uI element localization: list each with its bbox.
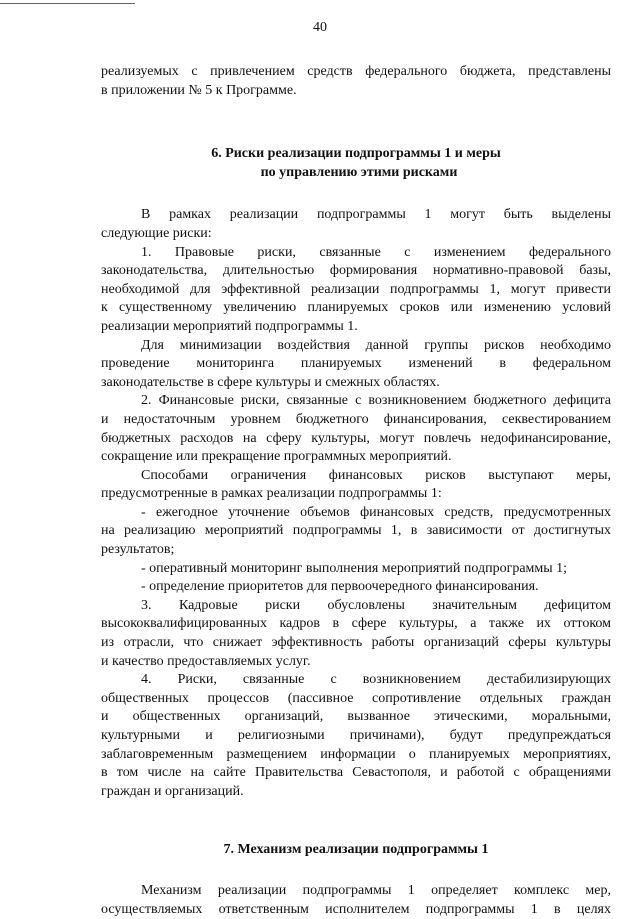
text-line: - оперативный мониторинг выполнения мероприятий подпрограммы 1;: [141, 560, 568, 576]
page-content: [101, 63, 611, 919]
list-item-annual-adjustment: [101, 504, 611, 560]
list-item-monitoring: [101, 560, 611, 579]
text-line: законодательства, длительностью формирования нормативно-правовой базы,: [101, 263, 611, 279]
text-line: и общественных организаций, вызванное этическими, моральными,: [101, 709, 611, 725]
text-line: Способами ограничения финансовых рисков выступают меры,: [141, 467, 611, 483]
paragraph-financial-mitigation: [101, 467, 611, 504]
text-line: общественных процессов (пассивное сопротивление отдельных граждан: [101, 690, 611, 706]
text-line: В рамках реализации подпрограммы 1 могут быть выделены: [141, 207, 611, 223]
text-line: граждан и организаций.: [101, 783, 244, 799]
paragraph-risks-intro: [101, 206, 611, 243]
text-line: 4. Риски, связанные с возникновением дестабилизирующих: [141, 672, 611, 688]
page-number: 40: [313, 20, 327, 35]
list-item-priorities: [101, 578, 611, 597]
text-line: - ежегодное уточнение объемов финансовых средств, предусмотренных: [141, 504, 611, 520]
text-line: к существенному увеличению планируемых сроков или изменению условий: [101, 300, 611, 316]
text-line: результатов;: [101, 542, 175, 558]
heading-line: 7. Механизм реализации подпрограммы 1: [223, 842, 489, 858]
text-line: культурными и религиозными причинами), будут предупреждаться: [101, 728, 611, 743]
heading-line: по управлению этими рисками: [260, 164, 458, 180]
text-line: - определение приоритетов для первоочередного финансирования.: [141, 579, 539, 595]
paragraph-staff-risks: [101, 597, 611, 671]
section-7-heading: [101, 841, 611, 860]
text-line: и качество предоставляемых услуг.: [101, 653, 311, 669]
text-line: осуществляемых ответственным исполнителем подпрограммы 1 в целях: [101, 901, 611, 917]
text-line: реализации мероприятий подпрограммы 1.: [101, 318, 358, 334]
text-line: на реализацию мероприятий подпрограммы 1, в зависимости от достигнутых: [101, 523, 611, 539]
text-line: законодательстве в сфере культуры и смежных областях.: [101, 374, 440, 390]
text-line: в том числе на сайте Правительства Севастополя, и работой с обращениями: [101, 765, 611, 781]
text-line: реализуемых с привлечением средств федерального бюджета, представлены: [101, 64, 611, 79]
paragraph-legal-mitigation: [101, 337, 611, 393]
text-line: 1. Правовые риски, связанные с изменением федерального: [141, 244, 611, 260]
text-line: проведение мониторинга планируемых изменений в федеральном: [101, 356, 611, 372]
text-line: 3. Кадровые риски обусловлены значительным дефицитом: [141, 597, 611, 613]
text-line: необходимой для эффективной реализации подпрограммы 1, могут привести: [101, 281, 611, 297]
text-line: Механизм реализации подпрограммы 1 определяет комплекс мер,: [141, 882, 611, 898]
text-line: следующие риски:: [101, 225, 212, 241]
text-line: Для минимизации воздействия данной группы рисков необходимо: [141, 337, 611, 353]
text-line: заблаговременным размещением информации о планируемых мероприятиях,: [101, 746, 611, 762]
heading-line: 6. Риски реализации подпрограммы 1 и меры: [211, 146, 501, 162]
paragraph-legal-risks: [101, 244, 611, 337]
paragraph-mechanism: [101, 882, 611, 919]
text-line: высококвалифицированных кадров в сфере культуры, а также их оттоком: [101, 616, 611, 632]
intro-paragraph: [101, 63, 611, 100]
text-line: и недостаточным уровнем бюджетного финансирования, секвестированием: [101, 411, 611, 427]
text-line: 2. Финансовые риски, связанные с возникновением бюджетного дефицита: [141, 393, 611, 409]
text-line: из отрасли, что снижает эффективность работы организаций сферы культуры: [101, 635, 611, 651]
scan-corner-line: [0, 3, 135, 4]
paragraph-social-risks: [101, 671, 611, 801]
text-line: предусмотренные в рамках реализации подпрограммы 1:: [101, 486, 442, 502]
text-line: в приложении № 5 к Программе.: [101, 82, 297, 98]
text-line: сокращение или прекращение программных мероприятий.: [101, 449, 452, 465]
paragraph-financial-risks: [101, 392, 611, 466]
text-line: бюджетных расходов на сферу культуры, могут повлечь недофинансирование,: [101, 430, 611, 446]
section-6-heading: [101, 145, 611, 182]
